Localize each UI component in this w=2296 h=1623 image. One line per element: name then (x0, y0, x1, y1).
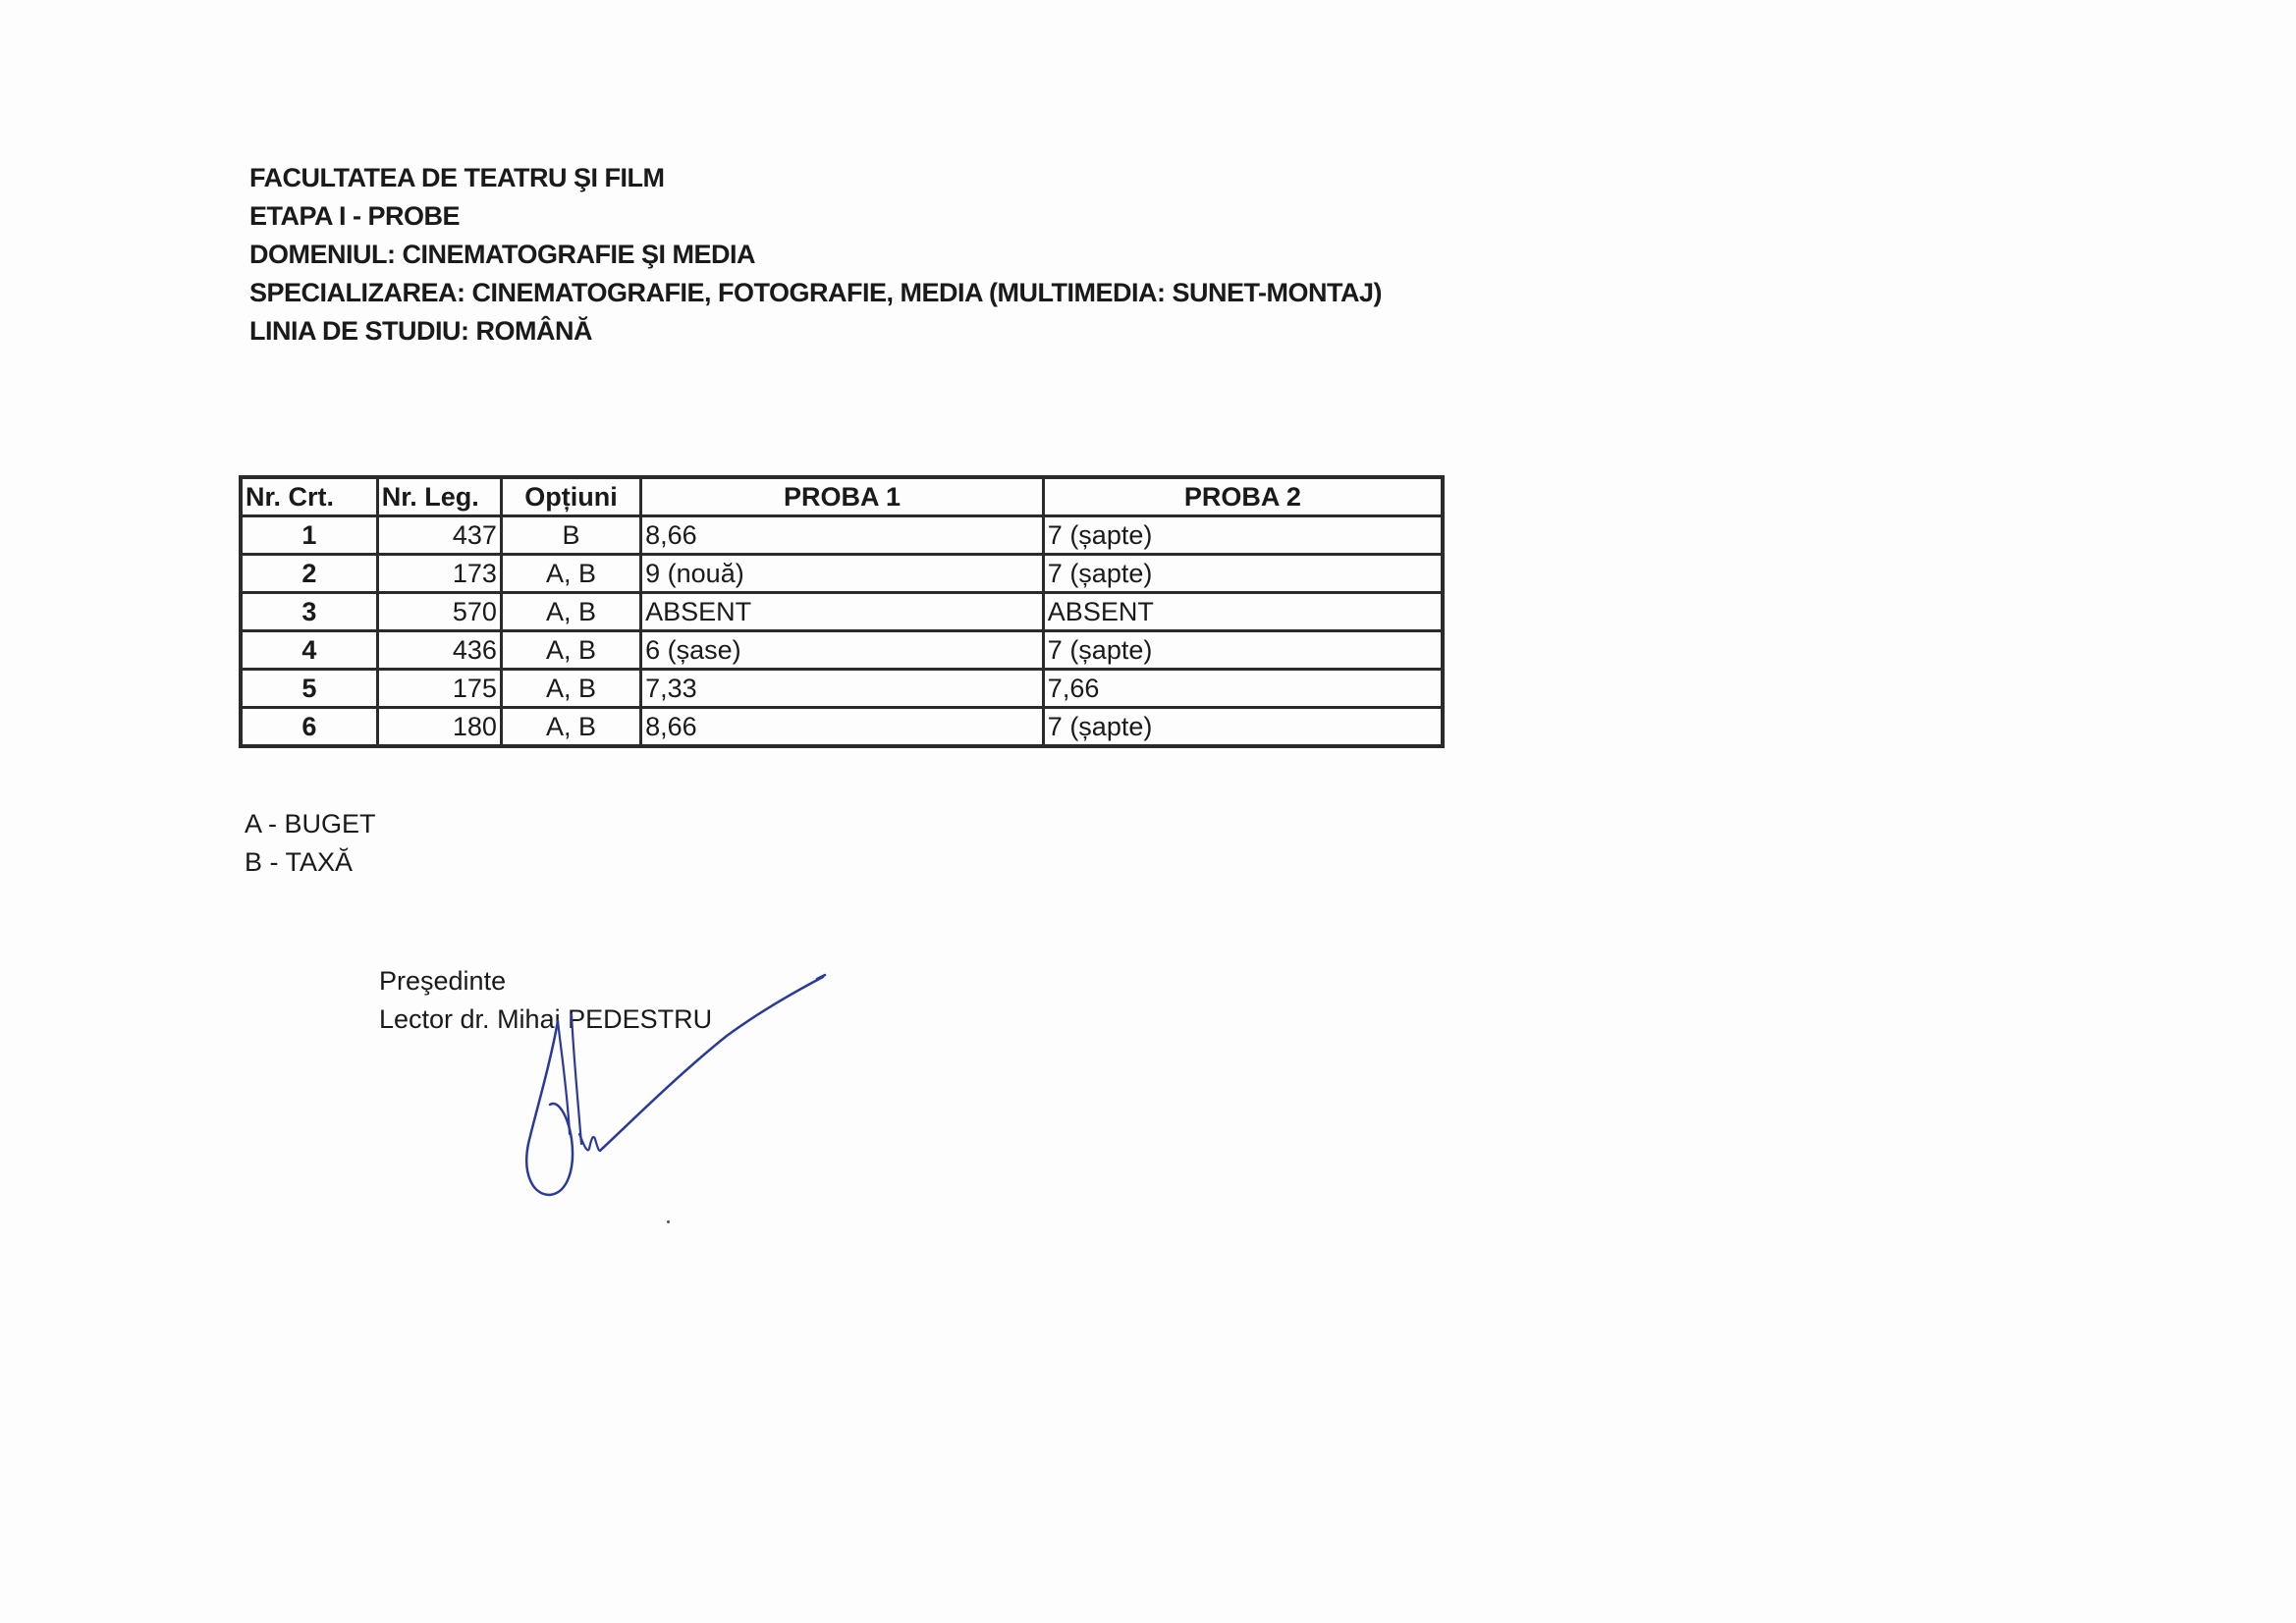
table-row (241, 516, 1443, 555)
domain-title: DOMENIUL: CINEMATOGRAFIE ŞI MEDIA (249, 240, 755, 269)
cell-proba-2: 7,66 (1043, 670, 1443, 708)
cell-nr-leg: 173 (377, 555, 501, 593)
table-row (241, 670, 1443, 708)
cell-proba-1: ABSENT (641, 593, 1044, 631)
cell-nr-leg: 437 (377, 516, 501, 555)
header-proba-2: PROBA 2 (1043, 477, 1443, 516)
table-header-row (241, 477, 1443, 516)
document-header (249, 159, 1382, 351)
cell-proba-2: 7 (șapte) (1043, 708, 1443, 747)
cell-nr-crt: 1 (241, 516, 377, 555)
cell-optiuni: A, B (501, 555, 640, 593)
results-table (239, 475, 1445, 748)
cell-proba-2: 7 (șapte) (1043, 555, 1443, 593)
cell-proba-2: ABSENT (1043, 593, 1443, 631)
cell-proba-1: 8,66 (641, 708, 1044, 747)
cell-proba-2: 7 (șapte) (1043, 631, 1443, 670)
header-optiuni: Opțiuni (501, 477, 640, 516)
stage-title: ETAPA I - PROBE (249, 201, 461, 231)
legend-item-taxa: B - TAXĂ (245, 847, 354, 877)
cell-nr-crt: 5 (241, 670, 377, 708)
legend-item-buget: A - BUGET (245, 809, 376, 839)
cell-nr-leg: 570 (377, 593, 501, 631)
cell-nr-crt: 4 (241, 631, 377, 670)
header-nr-leg: Nr. Leg. (377, 477, 501, 516)
handwritten-signature (511, 967, 835, 1203)
cell-optiuni: A, B (501, 670, 640, 708)
options-legend (245, 805, 376, 882)
cell-nr-crt: 2 (241, 555, 377, 593)
cell-nr-leg: 175 (377, 670, 501, 708)
cell-proba-1: 8,66 (641, 516, 1044, 555)
table-row (241, 593, 1443, 631)
cell-optiuni: A, B (501, 708, 640, 747)
study-line-title: LINIA DE STUDIU: ROMÂNĂ (249, 316, 592, 346)
cell-optiuni: A, B (501, 631, 640, 670)
table-row (241, 631, 1443, 670)
table-row (241, 708, 1443, 747)
faculty-title: FACULTATEA DE TEATRU ŞI FILM (249, 163, 665, 192)
cell-proba-1: 6 (șase) (641, 631, 1044, 670)
cell-proba-2: 7 (șapte) (1043, 516, 1443, 555)
cell-optiuni: A, B (501, 593, 640, 631)
cell-nr-leg: 436 (377, 631, 501, 670)
specialization-title: SPECIALIZAREA: CINEMATOGRAFIE, FOTOGRAFIE, MEDIA (MULTIMEDIA: SUNET-MONTAJ) (249, 278, 1382, 307)
signatory-role: Preşedinte (379, 966, 507, 996)
signatory-name: Lector dr. Mihai PEDESTRU (379, 1004, 713, 1034)
cell-nr-leg: 180 (377, 708, 501, 747)
header-proba-1: PROBA 1 (641, 477, 1044, 516)
cell-optiuni: B (501, 516, 640, 555)
table-row (241, 555, 1443, 593)
cell-nr-crt: 6 (241, 708, 377, 747)
cell-proba-1: 9 (nouă) (641, 555, 1044, 593)
header-nr-crt: Nr. Crt. (241, 477, 377, 516)
cell-nr-crt: 3 (241, 593, 377, 631)
cell-proba-1: 7,33 (641, 670, 1044, 708)
scan-speck (667, 1220, 670, 1223)
